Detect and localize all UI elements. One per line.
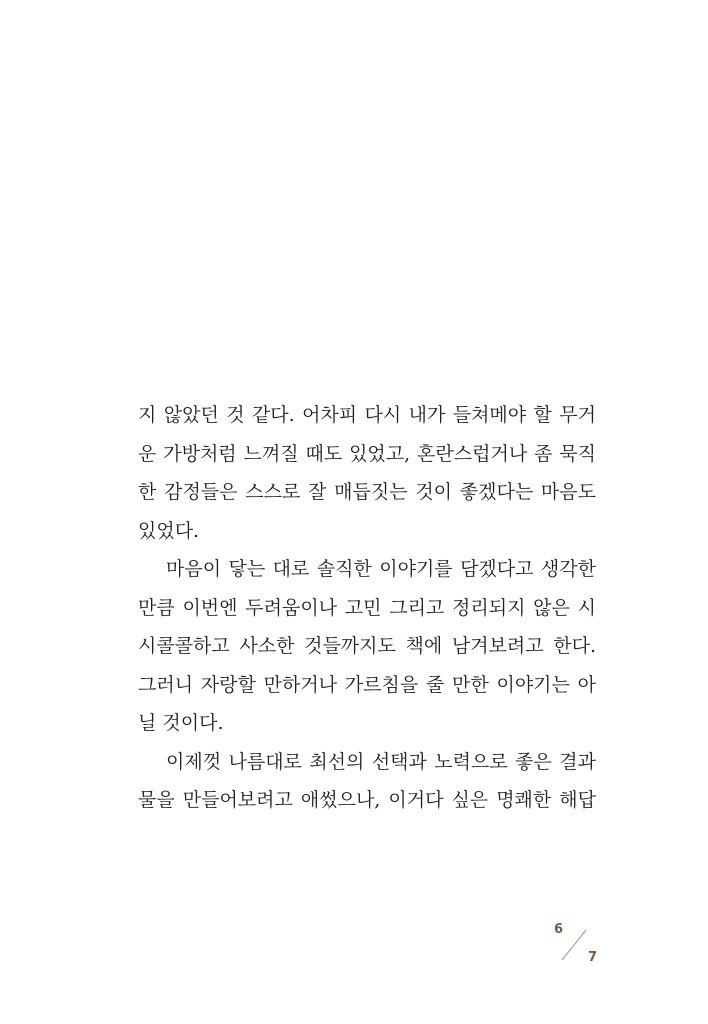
text-line: 만큼 이번엔 두려움이나 고민 그리고 정리되지 않은 시 [138,596,596,619]
page-number [550,920,600,970]
slash-divider-icon [560,928,588,962]
text-line: 닐 것이다. [138,712,224,734]
body-text [138,396,596,820]
text-line-paragraph-start: 마음이 닿는 대로 솔직한 이야기를 담겠다고 생각한 [166,558,596,580]
text-line: 지 않았던 것 같다. 어차피 다시 내가 들쳐메야 할 무거 [138,404,596,426]
text-line: 운 가방처럼 느껴질 때도 있었고, 혼란스럽거나 좀 묵직 [138,442,596,465]
text-line: 물을 만들어보려고 애썼으나, 이거다 싶은 명쾌한 해답 [138,789,596,811]
text-line-paragraph-start: 이제껏 나름대로 최선의 선택과 노력으로 좋은 결과 [166,750,596,773]
text-line: 그러니 자랑할 만하거나 가르침을 줄 만한 이야기는 아 [138,673,596,696]
text-line: 있었다. [138,519,200,542]
current-page-number: 6 [554,922,564,937]
text-line: 시콜콜하고 사소한 것들까지도 책에 남겨보려고 한다. [138,635,596,657]
total-page-number: 7 [588,950,598,965]
text-line: 한 감정들은 스스로 잘 매듭짓는 것이 좋겠다는 마음도 [138,481,596,503]
